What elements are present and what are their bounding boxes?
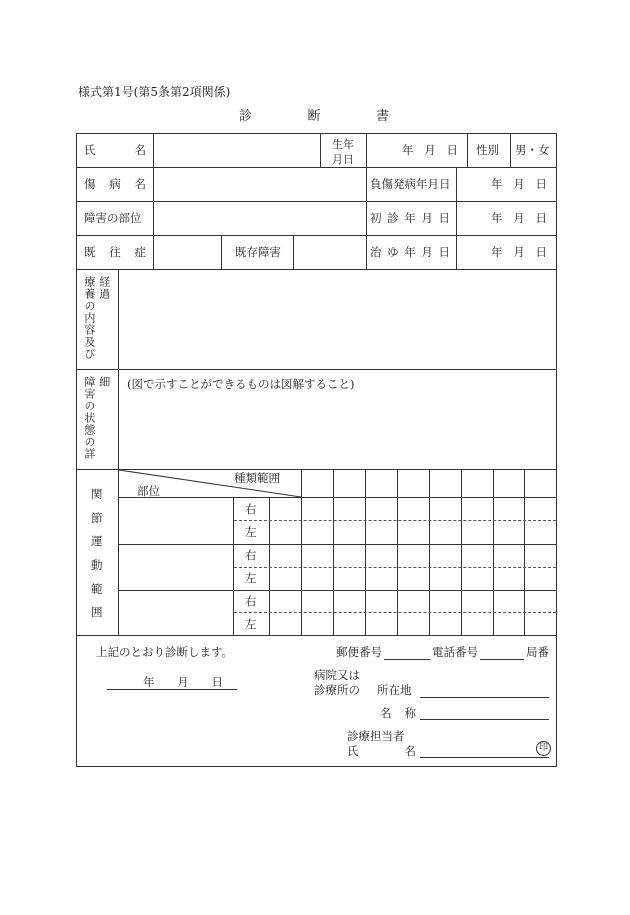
treatment-section-label: 経過 療養の内容及び xyxy=(82,276,111,360)
address-label: 所在地 xyxy=(377,683,412,697)
document-title: 診 断 書 xyxy=(239,109,389,124)
postal-code-field[interactable] xyxy=(384,659,430,660)
diagnosis-date[interactable]: 年 月 日 xyxy=(143,675,223,689)
cure-date-field[interactable]: 年 月 日 xyxy=(491,245,547,259)
address-field[interactable] xyxy=(420,697,549,698)
right-label-2: 右 xyxy=(245,548,257,562)
left-label-3: 左 xyxy=(245,617,257,631)
left-label-2: 左 xyxy=(245,571,257,585)
diagnosis-statement: 上記のとおり診断します。 xyxy=(96,645,234,659)
first-visit-label: 初 診 年 月 日 xyxy=(370,211,450,225)
disease-name-label: 傷 病 名 xyxy=(84,177,146,191)
phone-label: 電話番号 xyxy=(432,645,478,659)
name-label: 氏 名 xyxy=(84,143,146,157)
right-label-3: 右 xyxy=(245,594,257,608)
hospital-label-line2: 診療所の xyxy=(314,683,360,697)
injury-date-field[interactable]: 年 月 日 xyxy=(491,177,547,191)
postal-code-label: 郵便番号 xyxy=(336,645,382,659)
cure-date-label: 治 ゆ 年 月 日 xyxy=(370,245,450,259)
existing-disability-label: 既存障害 xyxy=(235,245,281,259)
joint-part-field-3[interactable] xyxy=(119,591,233,635)
disability-site-label: 障害の部位 xyxy=(84,211,142,225)
left-label-1: 左 xyxy=(245,525,257,539)
part-header: 部位 xyxy=(137,484,160,498)
disability-note: (図で示すことができるものは図解すること) xyxy=(127,377,355,391)
form-number: 様式第1号(第5条第2項関係) xyxy=(78,85,231,99)
sex-label: 性別 xyxy=(476,143,499,157)
doctor-label-line2: 氏 名 xyxy=(347,744,416,758)
birth-label-line2: 月日 xyxy=(332,153,354,166)
birth-date-field[interactable]: 年 月 日 xyxy=(402,143,458,157)
area-code-label: 局番 xyxy=(526,645,549,659)
type-range-header: 種類範囲 xyxy=(234,471,280,485)
doctor-name-field[interactable] xyxy=(420,757,549,758)
sex-options[interactable]: 男・女 xyxy=(515,143,550,157)
disability-details-section-label: 細 障害の状態の詳 xyxy=(82,376,111,460)
facility-name-field[interactable] xyxy=(420,719,549,720)
joint-part-field-2[interactable] xyxy=(119,545,233,590)
first-visit-date-field[interactable]: 年 月 日 xyxy=(491,211,547,225)
phone-field[interactable] xyxy=(480,659,524,660)
injury-date-label: 負傷発病年月日 xyxy=(370,177,451,191)
diagnosis-date-underline xyxy=(107,689,237,690)
medical-history-label: 既 往 症 xyxy=(84,245,146,259)
doctor-label-line1: 診療担当者 xyxy=(347,729,405,743)
hospital-label-line1: 病院又は xyxy=(314,668,360,682)
joint-part-field-1[interactable] xyxy=(119,498,233,544)
right-label-1: 右 xyxy=(245,502,257,516)
seal-mark: 印 xyxy=(536,741,551,756)
birth-label-line1: 生年 xyxy=(332,138,354,151)
joint-range-label: 関 節 運 動 範 囲 xyxy=(91,487,103,620)
facility-name-label: 名 称 xyxy=(380,706,416,720)
